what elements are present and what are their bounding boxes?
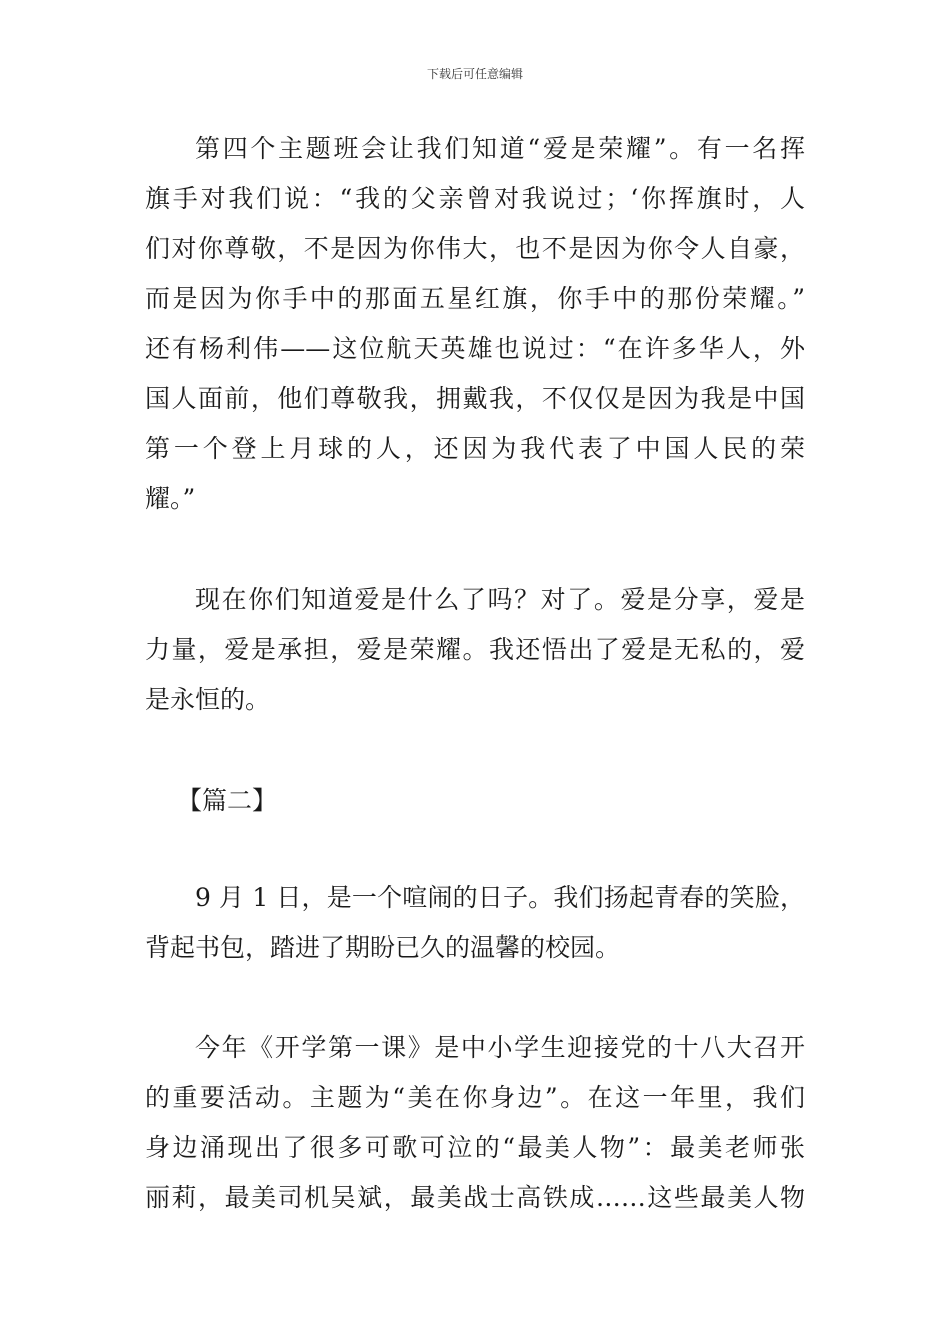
paragraph-line: 旗手对我们说：“我的父亲曾对我说过；‘你挥旗时，人 — [145, 184, 805, 213]
paragraph-line: 们对你尊敬，不是因为你伟大，也不是因为你令人自豪， — [145, 234, 805, 263]
paragraph-line: 今年《开学第一课》是中小学生迎接党的十八大召开 — [195, 1033, 805, 1062]
paragraph-line: 耀。” — [145, 484, 196, 513]
paragraph-line: 是永恒的。 — [145, 685, 271, 714]
paragraph-line: 第一个登上月球的人，还因为我代表了中国人民的荣 — [145, 434, 805, 463]
section-heading-text: 【篇二】 — [177, 786, 278, 815]
paragraph-line: 还有杨利伟——这位航天英雄也说过：“在许多华人，外 — [145, 334, 805, 363]
paragraph-line: 的重要活动。主题为“美在你身边”。在这一年里，我们 — [145, 1083, 805, 1112]
paragraph-line: 背起书包，踏进了期盼已久的温馨的校园。 — [145, 933, 621, 962]
paragraph-line: 9 月 1 日，是一个喧闹的日子。我们扬起青春的笑脸， — [195, 883, 805, 912]
paragraph-line: 身边涌现出了很多可歌可泣的“最美人物”：最美老师张 — [145, 1133, 805, 1162]
paragraph-line: 第四个主题班会让我们知道“爱是荣耀”。有一名挥 — [195, 134, 805, 163]
paragraph-line: 现在你们知道爱是什么了吗？对了。爱是分享，爱是 — [195, 585, 805, 614]
page-header: 下载后可任意编辑 — [426, 67, 523, 81]
paragraph-line: 国人面前，他们尊敬我，拥戴我，不仅仅是因为我是中国 — [145, 384, 805, 413]
paragraph-line: 力量，爱是承担，爱是荣耀。我还悟出了爱是无私的，爱 — [145, 635, 805, 664]
paragraph-line: 而是因为你手中的那面五星红旗，你手中的那份荣耀。” — [145, 284, 805, 313]
paragraph-line: 丽莉，最美司机吴斌，最美战士高铁成……这些最美人物 — [145, 1183, 805, 1212]
